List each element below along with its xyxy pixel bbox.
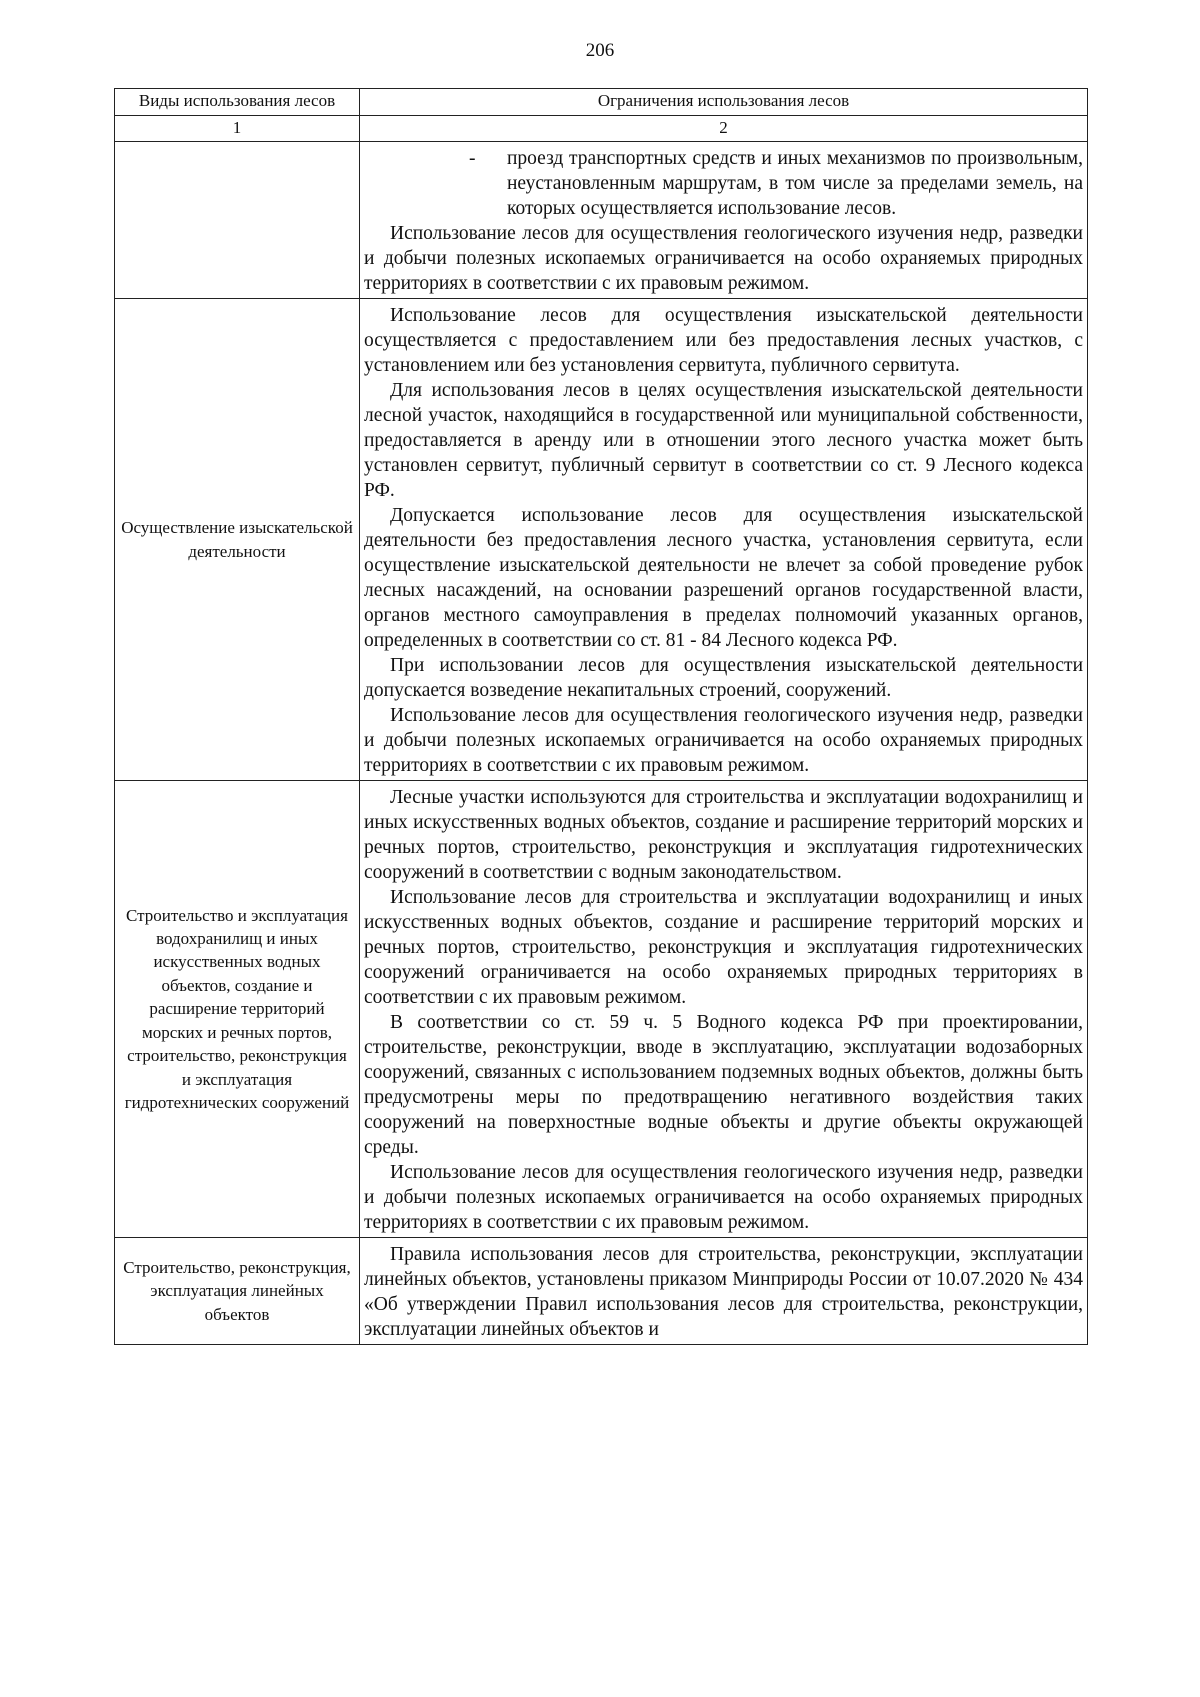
page-number: 206 [585,40,615,61]
table-header-row [115,89,1088,116]
restriction-paragraph: Использование лесов для осуществления геологического изучения недр, разведки и добычи полезных ископаемых ограничивается на особо охраняемых природных территориях в соответствии с их правовым режимом. [364,1162,1083,1233]
column-number-row [115,116,1088,142]
column-header-restrictions: Ограничения использования лесов [360,89,1088,116]
restriction-paragraph: В соответствии со ст. 59 ч. 5 Водного кодекса РФ при проектировании, строительстве, реконструкции, вводе в эксплуатацию, эксплуатации водозаборных сооружений, связанных с использованием подземных водных объектов, должны быть предусмотрены меры по предотвращению негативного воздействия таких сооружений на поверхностные водные объекты и другие объекты окружающей среды. [364,1012,1083,1158]
row-restrictions-cell [360,1238,1088,1345]
row-kind-cell: Осуществление изыскательской деятельности [115,299,360,781]
row-kind-cell: Строительство, реконструкция, эксплуатация линейных объектов [115,1238,360,1345]
restriction-paragraph: При использовании лесов для осуществления изыскательской деятельности допускается возведение некапитальных строений, сооружений. [364,655,1083,701]
restriction-paragraph: Использование лесов для строительства и эксплуатации водохранилищ и иных искусственных водных объектов, создание и расширение территорий морских и речных портов, строительство, реконструкция и эксплуатация гидротехнических сооружений ограничивается на особо охраняемых природных территориях в соответствии с их правовым режимом. [364,887,1083,1008]
dash-marker: - [469,148,476,169]
forest-use-restrictions-table [114,88,1088,1345]
restriction-paragraph: Использование лесов для осуществления изыскательской деятельности осуществляется с предоставлением или без предоставления лесных участков, с установлением или без установления сервитута, публичного сервитута. [364,305,1083,376]
column-number-2: 2 [360,116,1088,142]
row-restrictions-cell [360,142,1088,299]
restriction-paragraph: Использование лесов для осуществления геологического изучения недр, разведки и добычи полезных ископаемых ограничивается на особо охраняемых природных территориях в соответствии с их правовым режимом. [364,223,1083,294]
restriction-paragraph: Правила использования лесов для строительства, реконструкции, эксплуатации линейных объектов, установлены приказом Минприроды России от 10.07.2020 № 434 «Об утверждении Правил использования лесов для строительства, реконструкции, эксплуатации линейных объектов и [364,1244,1083,1340]
table-row [115,299,1088,781]
restriction-paragraph: Использование лесов для осуществления геологического изучения недр, разведки и добычи полезных ископаемых ограничивается на особо охраняемых природных территориях в соответствии с их правовым режимом. [364,705,1083,776]
restriction-paragraph: Лесные участки используются для строительства и эксплуатации водохранилищ и иных искусственных водных объектов, создание и расширение территорий морских и речных портов, строительство, реконструкция и эксплуатация гидротехнических сооружений в соответствии с водным законодательством. [364,787,1083,883]
row-kind-cell [115,142,360,299]
column-number-1: 1 [115,116,360,142]
table-row [115,142,1088,299]
table-row [115,781,1088,1238]
row-restrictions-cell [360,781,1088,1238]
row-restrictions-cell [360,299,1088,781]
restriction-paragraph: Для использования лесов в целях осуществления изыскательской деятельности лесной участок, находящийся в государственной или муниципальной собственности, предоставляется в аренду или в отношении этого лесного участка может быть установлен сервитут, публичный сервитут в соответствии со ст. 9 Лесного кодекса РФ. [364,380,1083,501]
row-kind-cell: Строительство и эксплуатация водохранилищ и иных искусственных водных объектов, создание и расширение территорий морских и речных портов, строительство, реконструкция и эксплуатация гидротехнических сооружений [115,781,360,1238]
dash-list-item [469,146,1083,221]
dash-item-text: проезд транспортных средств и иных механизмов по произвольным, неустановленным маршрутам, в том числе за пределами земель, на которых осуществляется использование лесов. [507,148,1083,219]
restriction-paragraph: Допускается использование лесов для осуществления изыскательской деятельности без предоставления лесного участка, установления сервитута, если осуществление изыскательской деятельности не влечет за собой проведение рубок лесных насаждений, на основании разрешений органов государственной власти, органов местного самоуправления в пределах полномочий указанных органов, определенных в соответствии со ст. 81 - 84 Лесного кодекса РФ. [364,505,1083,651]
column-header-kinds: Виды использования лесов [115,89,360,116]
table-row [115,1238,1088,1345]
